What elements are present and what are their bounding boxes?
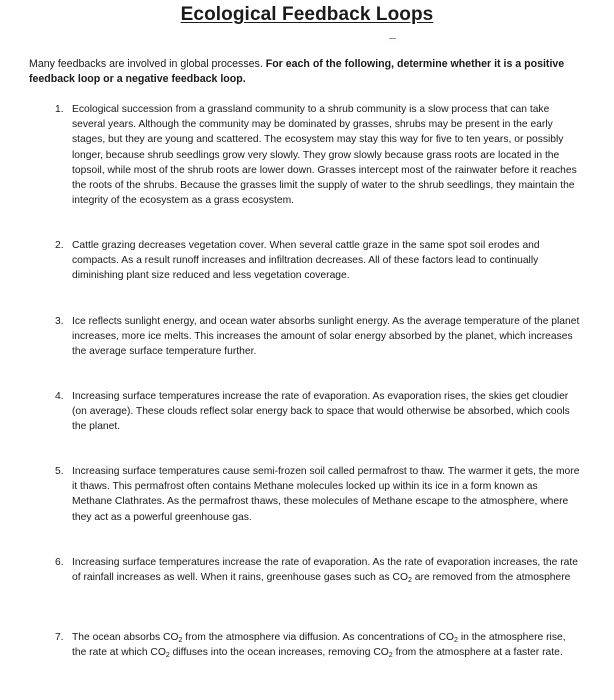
item-number: 5. bbox=[55, 466, 64, 477]
item-text-part: are removed from the atmosphere bbox=[411, 572, 571, 584]
item-text: Increasing surface temperatures cause semi-frozen soil called permafrost to thaw. The warmer it gets, the more it thaws. This permafrost often contains Methane molecules locked up within its ice in a form known as Methane Clathrates. As the permafrost thaws, these molecules of Methane escape to the atmosphere, where they act as a powerful greenhouse gas. bbox=[72, 466, 580, 523]
subscript: 2 bbox=[165, 652, 170, 660]
item-text: Cattle grazing decreases vegetation cover. When several cattle graze in the same spot soil erodes and compacts. As a result runoff increases and infiltration decreases. All of these factors lead to continually diminishing plant size reduced and less vegetation coverage. bbox=[72, 240, 540, 282]
item-number: 2. bbox=[55, 240, 64, 251]
item-text-part: in the atmosphere rise, the rate at which CO bbox=[72, 632, 566, 659]
item-number: 4. bbox=[55, 391, 64, 402]
list-item-5 bbox=[55, 464, 580, 525]
instructions-text: Many feedbacks are involved in global processes. bbox=[29, 58, 266, 70]
list-item-2 bbox=[55, 238, 580, 284]
item-text bbox=[72, 555, 580, 585]
item-text-part: diffuses into the ocean increases, removing CO bbox=[169, 647, 389, 659]
list-item-4 bbox=[55, 389, 580, 435]
item-number: 1. bbox=[55, 104, 64, 115]
item-text: Increasing surface temperatures increase the rate of evaporation. As evaporation rises, the skies get cloudier (on average). These clouds reflect solar energy back to space that would otherwise be absorbed, which cools the planet. bbox=[72, 391, 570, 433]
item-text-part: from the atmosphere via diffusion. As concentrations of CO bbox=[182, 632, 455, 643]
subscript: 2 bbox=[454, 637, 458, 644]
list-item-3 bbox=[55, 314, 580, 360]
subscript: 2 bbox=[388, 652, 393, 660]
item-text: Ice reflects sunlight energy, and ocean water absorbs sunlight energy. As the average temperature of the planet increases, more ice melts. This increases the amount of solar energy absorbed by the planet, which increases the average surface temperature further. bbox=[72, 316, 580, 358]
instructions bbox=[29, 57, 589, 87]
item-text-part: from the atmosphere at a faster rate. bbox=[392, 647, 563, 659]
page-title: Ecological Feedback Loops bbox=[180, 4, 434, 25]
item-text-part: Increasing surface temperatures increase the rate of evaporation. As the rate of evaporation increases, the rate of rainfall increases as well. When it rains, greenhouse gases such as CO bbox=[72, 557, 578, 584]
subscript: 2 bbox=[407, 577, 412, 585]
item-text: Ecological succession from a grassland community to a shrub community is a slow process that can take several years. Although the community may be dominated by grasses, shrubs may be present in the early stages, but they are young and scattered. The ecosystem may stay this way for five to ten years, or possibly longer, because shrub seedlings grow very slowly. They grow slowly because grass roots are located in the topsoil, while most of the shrub roots are lower down. Grasses intercept most of the rainwater before it reaches the roots of the shrubs. Because the grasses limit the supply of water to the shrub seedlings, they maintain the integrity of the ecosystem as a grass ecosystem. bbox=[72, 104, 577, 207]
item-number: 3. bbox=[55, 316, 64, 327]
list-item-7 bbox=[55, 630, 580, 660]
item-number: 6. bbox=[55, 557, 64, 568]
stray-mark bbox=[389, 38, 396, 39]
subscript: 2 bbox=[178, 637, 183, 644]
item-text bbox=[72, 630, 580, 660]
list-item-1 bbox=[55, 102, 580, 208]
list-item-6 bbox=[55, 555, 580, 585]
instructions-bold-text: For each of the following, determine whether it is a positive feedback loop or a negative feedback loop. bbox=[29, 58, 565, 85]
item-number: 7. bbox=[55, 632, 64, 643]
item-text-part: The ocean absorbs CO bbox=[72, 632, 179, 643]
